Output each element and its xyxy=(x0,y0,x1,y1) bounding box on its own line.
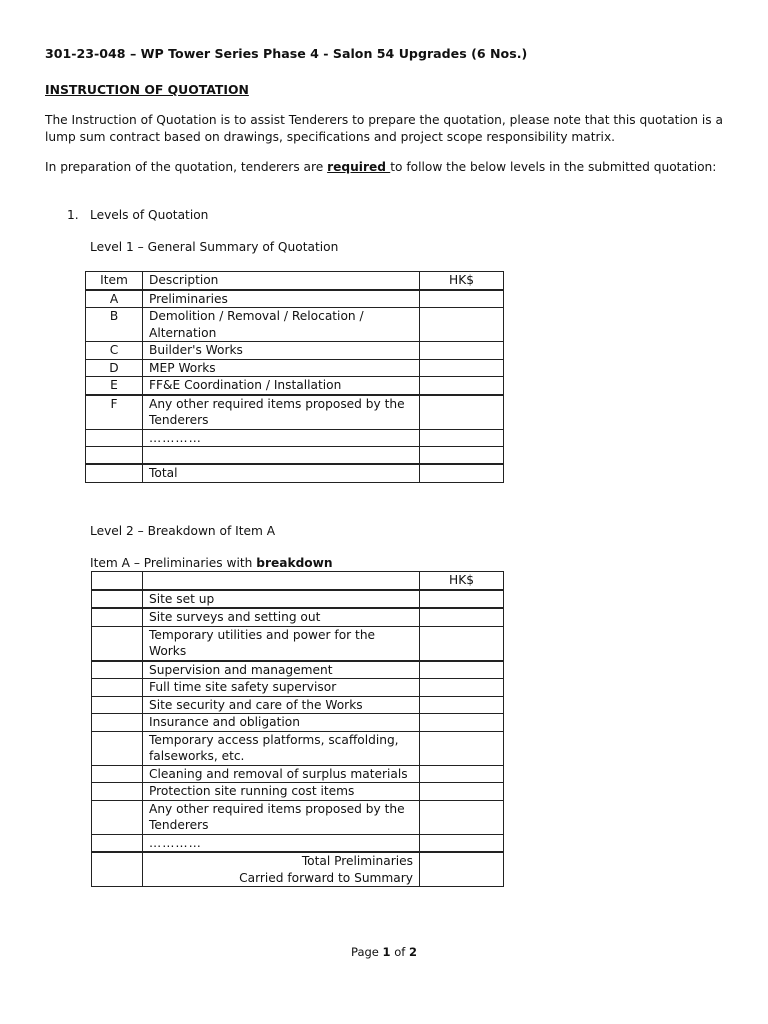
row-description: Temporary access platforms, scaffolding, falseworks, etc. xyxy=(143,731,420,765)
page-prefix: Page xyxy=(351,945,383,959)
row-amount xyxy=(420,447,504,465)
header-amount: HK$ xyxy=(420,272,504,290)
list-number: 1. xyxy=(67,208,79,222)
instruction-text-required: required xyxy=(327,160,391,174)
row-description: Preliminaries xyxy=(143,290,420,308)
table-row xyxy=(86,359,504,377)
row-item: F xyxy=(86,395,143,430)
row-item xyxy=(92,731,143,765)
row-description: Any other required items proposed by the Tenderers xyxy=(143,395,420,430)
table-row xyxy=(92,765,504,783)
row-amount xyxy=(420,661,504,679)
table-row xyxy=(86,429,504,447)
table-row xyxy=(86,395,504,430)
row-amount xyxy=(420,714,504,732)
row-amount xyxy=(420,377,504,395)
page-middle: of xyxy=(390,945,409,959)
table-total-row xyxy=(86,464,504,482)
instruction-text-before: In preparation of the quotation, tenderers are xyxy=(45,160,328,174)
row-amount xyxy=(420,679,504,697)
row-description: Protection site running cost items xyxy=(143,783,420,801)
total-amount xyxy=(420,464,504,482)
table-row xyxy=(86,308,504,342)
row-amount xyxy=(420,342,504,360)
row-item xyxy=(92,696,143,714)
row-amount xyxy=(420,429,504,447)
row-description: Cleaning and removal of surplus materials xyxy=(143,765,420,783)
row-amount xyxy=(420,359,504,377)
itemA-title xyxy=(90,556,333,570)
row-item: B xyxy=(86,308,143,342)
table-row xyxy=(92,696,504,714)
table-row xyxy=(86,447,504,465)
row-description: Site security and care of the Works xyxy=(143,696,420,714)
row-item xyxy=(92,590,143,609)
header-description: Description xyxy=(143,272,420,290)
page-current: 1 xyxy=(382,945,391,959)
row-description: Temporary utilities and power for the Works xyxy=(143,626,420,661)
row-amount xyxy=(420,290,504,308)
document-title: 301-23-048 – WP Tower Series Phase 4 - Salon 54 Upgrades (6 Nos.) xyxy=(45,46,528,61)
row-amount xyxy=(420,834,504,852)
table-row xyxy=(92,834,504,852)
header-item: Item xyxy=(86,272,143,290)
row-item xyxy=(92,679,143,697)
table-total-row xyxy=(92,852,504,887)
carried-forward-label: Carried forward to Summary xyxy=(239,870,413,885)
row-description: Site surveys and setting out xyxy=(143,608,420,626)
row-item xyxy=(92,626,143,661)
row-description xyxy=(143,447,420,465)
list-item-levels: Levels of Quotation xyxy=(90,208,209,222)
total-amount xyxy=(420,852,504,887)
row-amount xyxy=(420,783,504,801)
page-footer xyxy=(0,945,768,959)
row-item xyxy=(92,783,143,801)
row-amount xyxy=(420,800,504,834)
total-label: Total xyxy=(143,464,420,482)
preliminaries-table xyxy=(91,571,504,887)
section-heading: INSTRUCTION OF QUOTATION xyxy=(45,82,249,97)
row-item xyxy=(92,714,143,732)
row-amount xyxy=(420,626,504,661)
table-row xyxy=(86,377,504,395)
page-total: 2 xyxy=(408,945,417,959)
row-amount xyxy=(420,590,504,609)
total-label xyxy=(143,852,420,887)
table-row xyxy=(92,783,504,801)
row-amount xyxy=(420,395,504,430)
intro-paragraph: The Instruction of Quotation is to assist Tenderers to prepare the quotation, please note that this quotation is a lump sum contract based on drawings, specifications and project scope responsibility matrix. xyxy=(45,113,723,144)
row-item: D xyxy=(86,359,143,377)
table-header-row xyxy=(86,272,504,290)
row-item xyxy=(92,800,143,834)
table-row xyxy=(86,290,504,308)
row-description: Demolition / Removal / Relocation / Alternation xyxy=(143,308,420,342)
instruction-paragraph xyxy=(45,160,716,174)
row-description: Insurance and obligation xyxy=(143,714,420,732)
header-amount: HK$ xyxy=(420,572,504,590)
table-row xyxy=(92,608,504,626)
row-item xyxy=(86,464,143,482)
level2-title: Level 2 – Breakdown of Item A xyxy=(90,524,276,538)
total-preliminaries-label: Total Preliminaries xyxy=(301,854,413,868)
row-description: MEP Works xyxy=(143,359,420,377)
row-item xyxy=(86,429,143,447)
row-item xyxy=(92,765,143,783)
row-item: C xyxy=(86,342,143,360)
row-item xyxy=(86,447,143,465)
table-row xyxy=(92,590,504,609)
table-row xyxy=(92,800,504,834)
row-item xyxy=(92,608,143,626)
table-row xyxy=(86,342,504,360)
row-amount xyxy=(420,608,504,626)
summary-table xyxy=(85,271,504,483)
row-amount xyxy=(420,308,504,342)
header-description xyxy=(143,572,420,590)
instruction-text-after: to follow the below levels in the submitted quotation: xyxy=(390,160,717,174)
row-description: ………… xyxy=(143,429,420,447)
table-row xyxy=(92,714,504,732)
row-description: Site set up xyxy=(143,590,420,609)
itemA-title-text: Item A – Preliminaries with xyxy=(90,556,257,570)
row-description: Full time site safety supervisor xyxy=(143,679,420,697)
table-row xyxy=(92,626,504,661)
row-amount xyxy=(420,765,504,783)
row-description: FF&E Coordination / Installation xyxy=(143,377,420,395)
row-item: E xyxy=(86,377,143,395)
row-description: Any other required items proposed by the Tenderers xyxy=(143,800,420,834)
row-item xyxy=(92,834,143,852)
row-item xyxy=(92,852,143,887)
row-amount xyxy=(420,696,504,714)
level1-title: Level 1 – General Summary of Quotation xyxy=(90,240,339,254)
row-description: ………… xyxy=(143,834,420,852)
header-item xyxy=(92,572,143,590)
table-row xyxy=(92,661,504,679)
table-header-row xyxy=(92,572,504,590)
row-amount xyxy=(420,731,504,765)
row-description: Builder's Works xyxy=(143,342,420,360)
row-description: Supervision and management xyxy=(143,661,420,679)
table-row xyxy=(92,731,504,765)
table-row xyxy=(92,679,504,697)
itemA-title-bold: breakdown xyxy=(256,556,333,570)
row-item xyxy=(92,661,143,679)
row-item: A xyxy=(86,290,143,308)
